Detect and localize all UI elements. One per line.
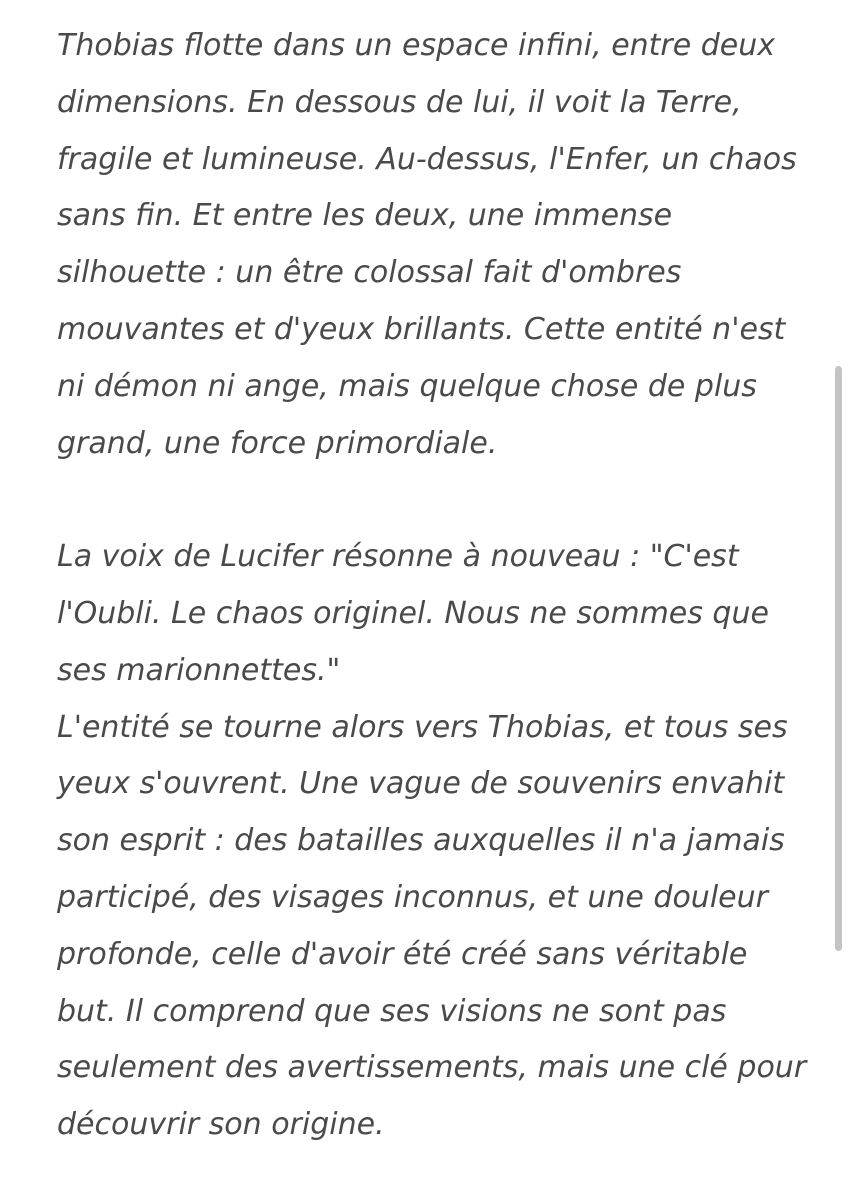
text-line: son esprit : des batailles auxquelles il n'a jamais (57, 823, 785, 859)
text-line: yeux s'ouvrent. Une vague de souvenirs envahit (57, 766, 785, 802)
text-line: sans fin. Et entre les deux, une immense (57, 198, 673, 234)
text-line: grand, une force primordiale. (57, 425, 498, 461)
text-line: Thobias flotte dans un espace infini, entre deux (57, 28, 776, 63)
text-line: silhouette : un être colossal fait d'ombres (57, 255, 682, 291)
text-line: seulement des avertissements, mais une clé pour (57, 1050, 807, 1086)
text-line: ni démon ni ange, mais quelque chose de plus (57, 368, 757, 404)
scrollbar-thumb[interactable] (835, 366, 842, 951)
text-line: L'entité se tourne alors vers Thobias, et tous ses (57, 709, 788, 745)
text-line: fragile et lumineuse. Au-dessus, l'Enfer, un chaos (57, 141, 797, 177)
text-line: La voix de Lucifer résonne à nouveau : "C'est (57, 539, 739, 575)
text-line: ses marionnettes." (57, 652, 341, 688)
story-text (57, 18, 817, 1154)
paragraph-1 (57, 18, 817, 472)
text-line: participé, des visages inconnus, et une douleur (57, 879, 768, 915)
text-line: but. Il comprend que ses visions ne sont pas (57, 993, 727, 1029)
text-line: profonde, celle d'avoir été créé sans véritable (57, 936, 748, 972)
paragraph-3 (57, 700, 817, 1154)
paragraph-spacer (57, 472, 817, 529)
text-line: découvrir son origine. (57, 1107, 385, 1143)
text-line: l'Oubli. Le chaos originel. Nous ne sommes que (57, 595, 769, 631)
paragraph-2 (57, 529, 817, 699)
text-line: dimensions. En dessous de lui, il voit la Terre, (57, 84, 742, 120)
text-line: mouvantes et d'yeux brillants. Cette entité n'est (57, 311, 786, 347)
